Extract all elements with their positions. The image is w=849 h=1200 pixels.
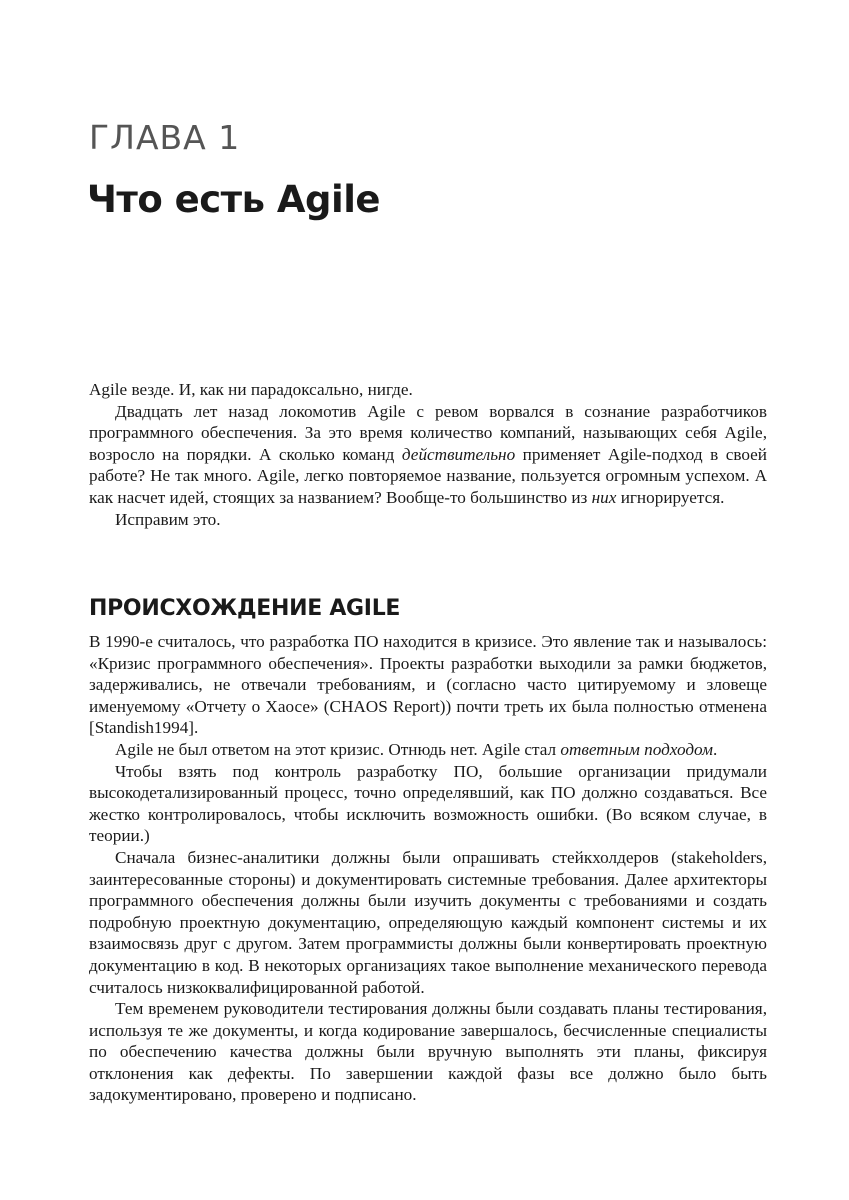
emphasis-nikh: них	[591, 487, 617, 507]
intro-paragraph-2-part-c: игнорируется.	[616, 487, 725, 507]
section-paragraph-2-part-b: .	[712, 739, 718, 759]
chapter-label: ГЛАВА 1	[89, 118, 241, 157]
section-text	[89, 631, 767, 1106]
intro-paragraph-2-part-a: Двадцать лет назад локомотив Agile с ревом ворвался в сознание разработчиков программного обеспечения. За это время количество компаний, называющих себя Agile, возросло на порядки. А сколько команд	[89, 401, 767, 464]
section-paragraph-2-part-a: Agile не был ответом на этот кризис. Отнюдь нет. Agile стал	[115, 739, 561, 759]
emphasis-deystvitelno: действительно	[401, 444, 516, 464]
intro-paragraph-3: Исправим это.	[115, 509, 221, 529]
intro-paragraph-2	[89, 401, 767, 509]
section-paragraph-5: Тем временем руководители тестирования должны были создавать планы тестирования, используя те же документы, и когда кодирование завершалось, бесчисленные специалисты по обеспечению качества должны были вручную выполнять эти планы, фиксируя отклонения как дефекты. По завершении каждой фазы все должно было быть задокументировано, проверено и подписано.	[89, 999, 767, 1105]
section-paragraph-2	[89, 739, 767, 761]
emphasis-otvetnym-podkhodom: ответным подходом	[560, 739, 713, 759]
section-paragraph-1: В 1990-е считалось, что разработка ПО находится в кризисе. Это явление так и называлось: «Кризис программного обеспечения». Проекты разработки выходили за рамки бюджетов, задерживались, не отвечали требованиям, и (согласно часто цитируемому и зловеще именуемому «Отчету о Хаосе» (CHAOS Report)) почти треть их была полностью отменена [Standish1994].	[89, 632, 767, 738]
intro-paragraph-2-part-b: применяет Agile-подход в своей работе? Не так много. Agile, легко повторяемое название, пользуется огромным успехом. А как насчет идей, стоящих за названием? Вообще-то большинство из	[89, 444, 767, 507]
section-paragraph-4: Сначала бизнес-аналитики должны были опрашивать стейкхолдеров (stakeholders, заинтересованные стороны) и документировать системные требования. Далее архитекторы программного обеспечения должны были изучить документы с требованиями и создать подробную проектную документацию, определяющую каждый компонент системы и их взаимосвязь друг с другом. Затем программисты должны были конвертировать проектную документацию в код. В некоторых организациях такое выполнение механического перевода считалось низкоквалифицированной работой.	[89, 847, 767, 997]
intro-text	[89, 379, 767, 530]
section-paragraph-3: Чтобы взять под контроль разработку ПО, большие организации придумали высокодетализированный процесс, точно определявший, как ПО должно создаваться. Все жестко контролировалось, чтобы исключить возможность ошибки. (Во всяком случае, в теории.)	[89, 761, 767, 846]
chapter-title: Что есть Agile	[87, 178, 380, 221]
section-heading: ПРОИСХОЖДЕНИЕ AGILE	[89, 596, 401, 621]
intro-paragraph-1: Agile везде. И, как ни парадоксально, нигде.	[89, 380, 413, 399]
